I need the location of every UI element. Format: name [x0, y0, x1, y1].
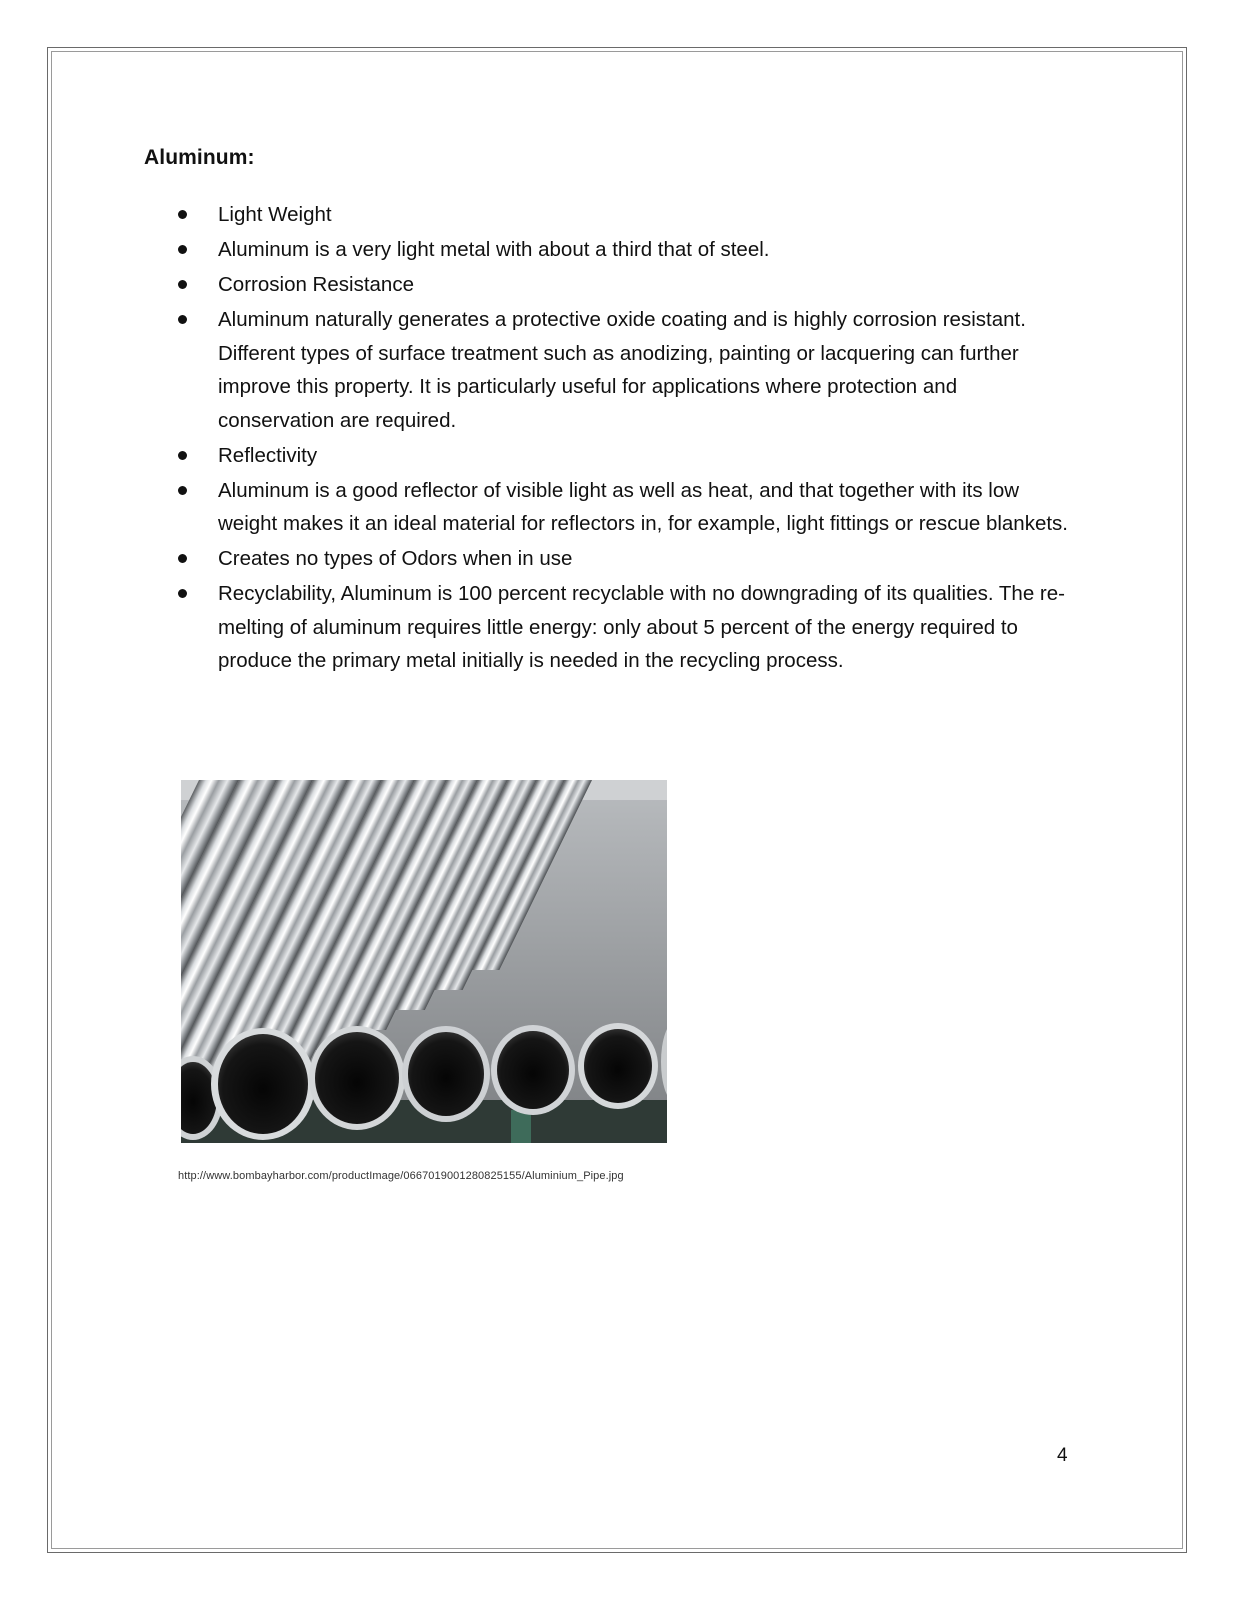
bullet-icon [178, 245, 187, 254]
page-number: 4 [1057, 1445, 1068, 1466]
bullet-icon [178, 554, 187, 563]
list-item [178, 268, 1078, 302]
list-item [178, 439, 1078, 473]
bullet-icon [178, 280, 187, 289]
bullet-icon [178, 486, 187, 495]
aluminum-pipes-photo [181, 780, 667, 1143]
list-item-text: Aluminum naturally generates a protective oxide coating and is highly corrosion resistant. Different types of surface treatment such as anodizing, painting or lacquering can further improve this property. It is particularly useful for applications where protection and conservation are required. [218, 308, 1026, 432]
section-heading: Aluminum: [144, 146, 255, 169]
list-item-text: Creates no types of Odors when in use [218, 547, 573, 570]
list-item-text: Aluminum is a very light metal with about a third that of steel. [218, 238, 770, 261]
image-source-caption: http://www.bombayharbor.com/productImage/0667019001280825155/Aluminium_Pipe.jpg [178, 1170, 624, 1182]
list-item-text: Recyclability, Aluminum is 100 percent recyclable with no downgrading of its qualities. The re-melting of aluminum requires little energy: only about 5 percent of the energy required to produce the primary metal initially is needed in the recycling process. [218, 582, 1065, 672]
list-item [178, 303, 1078, 437]
list-item [178, 474, 1078, 541]
list-item [178, 542, 1078, 576]
list-item-text: Corrosion Resistance [218, 273, 414, 296]
list-item [178, 577, 1078, 678]
list-item-text: Light Weight [218, 203, 332, 226]
list-item [178, 198, 1078, 232]
bullet-icon [178, 210, 187, 219]
bullet-icon [178, 315, 187, 324]
list-item-text: Reflectivity [218, 443, 318, 467]
pipes-illustration [181, 780, 667, 1143]
bullet-list [178, 198, 1078, 678]
list-item [178, 233, 1078, 267]
list-item-text: Aluminum is a good reflector of visible light as well as heat, and that together with its low weight makes it an ideal material for reflectors in, for example, light fittings or rescue blankets. [218, 478, 1068, 535]
bullet-icon [178, 589, 187, 598]
bullet-icon [178, 451, 187, 460]
